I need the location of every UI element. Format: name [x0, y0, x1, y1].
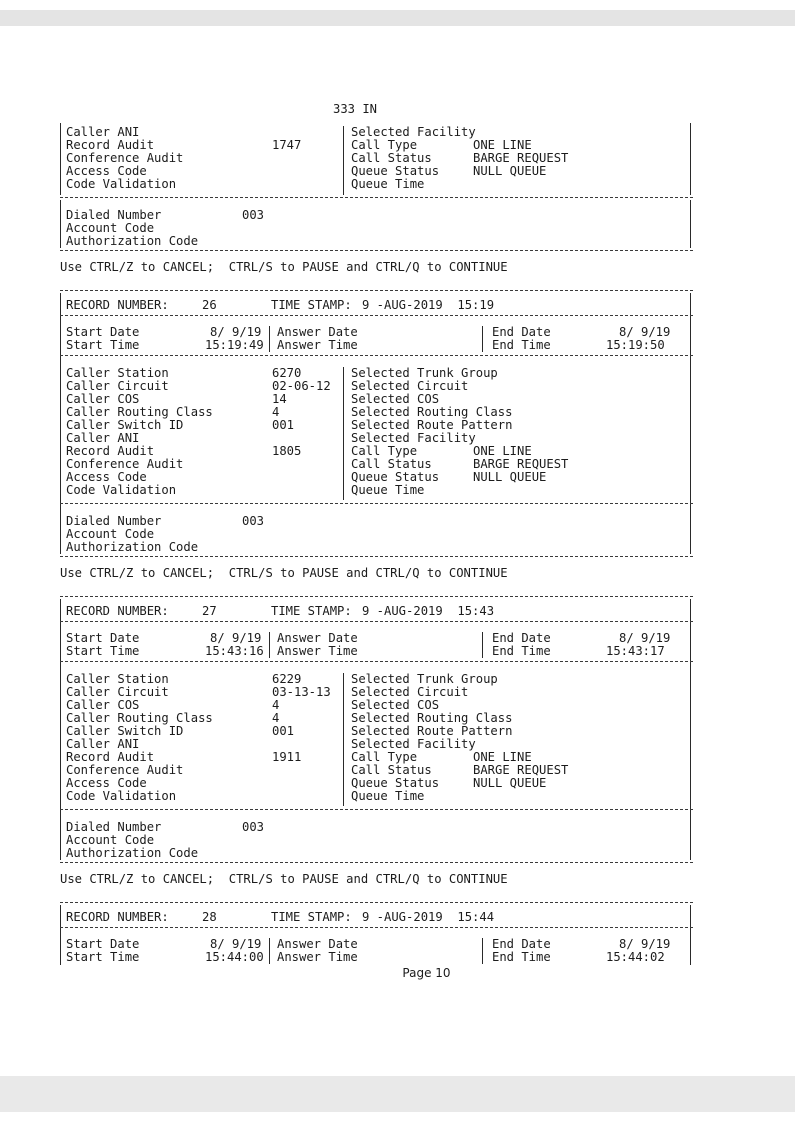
- field-value: 4: [272, 698, 280, 712]
- start-time: 15:43:16: [205, 644, 264, 658]
- field-label: Selected Routing Class: [351, 405, 513, 419]
- field-label: Selected COS: [351, 392, 440, 406]
- field-value: 02-06-12: [272, 379, 331, 393]
- scan-edge-top: [0, 10, 795, 26]
- answer-time-label: Answer Time: [277, 338, 358, 352]
- answer-time-label: Answer Time: [277, 950, 358, 964]
- time-stamp-label: TIME STAMP:: [271, 604, 352, 618]
- field-label: Caller Routing Class: [66, 711, 213, 725]
- field-value: 03-13-13: [272, 685, 331, 699]
- start-date-label: Start Date: [66, 937, 140, 951]
- field-label: Selected Facility: [351, 737, 476, 751]
- field-label: Selected COS: [351, 698, 440, 712]
- start-date: 8/ 9/19: [210, 937, 262, 951]
- end-date: 8/ 9/19: [619, 325, 671, 339]
- page-number: Page 10: [402, 966, 451, 980]
- field-label: Caller Switch ID: [66, 418, 184, 432]
- divider: [60, 596, 693, 597]
- field-label: Account Code: [66, 527, 155, 541]
- field-label: Queue Status: [351, 164, 440, 178]
- field-label: Selected Facility: [351, 431, 476, 445]
- record-number: 28: [202, 910, 217, 924]
- record-number-label: RECORD NUMBER:: [66, 298, 169, 312]
- divider: [60, 250, 693, 251]
- end-date-label: End Date: [492, 325, 551, 339]
- divider: [60, 862, 693, 863]
- start-time: 15:19:49: [205, 338, 264, 352]
- time-stamp-label: TIME STAMP:: [271, 298, 352, 312]
- field-value: 4: [272, 711, 280, 725]
- start-date-label: Start Date: [66, 631, 140, 645]
- field-label: Dialed Number: [66, 514, 162, 528]
- field-label: Call Type: [351, 444, 418, 458]
- field-value: BARGE REQUEST: [473, 457, 569, 471]
- divider: [60, 556, 693, 557]
- divider: [60, 902, 693, 903]
- divider: [60, 621, 693, 622]
- field-label: Caller ANI: [66, 431, 140, 445]
- field-value: ONE LINE: [473, 444, 532, 458]
- field-label: Authorization Code: [66, 234, 199, 248]
- field-label: Call Status: [351, 763, 432, 777]
- record-number: 27: [202, 604, 217, 618]
- field-label: Call Status: [351, 151, 432, 165]
- field-value: 1911: [272, 750, 302, 764]
- divider: [60, 809, 693, 810]
- end-time-label: End Time: [492, 644, 551, 658]
- field-label: Selected Route Pattern: [351, 724, 513, 738]
- field-label: Dialed Number: [66, 820, 162, 834]
- field-label: Access Code: [66, 776, 147, 790]
- start-time-label: Start Time: [66, 644, 140, 658]
- field-value: 14: [272, 392, 287, 406]
- end-date-label: End Date: [492, 937, 551, 951]
- time-stamp: 9 -AUG-2019 15:44: [362, 910, 495, 924]
- field-label: Dialed Number: [66, 208, 162, 222]
- field-label: Call Type: [351, 138, 418, 152]
- field-label: Selected Trunk Group: [351, 366, 498, 380]
- answer-date-label: Answer Date: [277, 937, 358, 951]
- field-value: NULL QUEUE: [473, 164, 547, 178]
- field-label: Account Code: [66, 833, 155, 847]
- answer-time-label: Answer Time: [277, 644, 358, 658]
- field-label: Conference Audit: [66, 763, 184, 777]
- cancel-instruction: Use CTRL/Z to CANCEL; CTRL/S to PAUSE and CTRL/Q to CONTINUE: [60, 260, 508, 274]
- start-date: 8/ 9/19: [210, 325, 262, 339]
- field-value: BARGE REQUEST: [473, 151, 569, 165]
- field-value: BARGE REQUEST: [473, 763, 569, 777]
- cancel-instruction: Use CTRL/Z to CANCEL; CTRL/S to PAUSE and CTRL/Q to CONTINUE: [60, 566, 508, 580]
- field-label: Conference Audit: [66, 151, 184, 165]
- field-value: 003: [242, 208, 265, 222]
- answer-date-label: Answer Date: [277, 631, 358, 645]
- end-time: 15:44:02: [606, 950, 665, 964]
- divider: [60, 197, 693, 198]
- divider: [60, 315, 693, 316]
- field-label: Queue Time: [351, 789, 425, 803]
- field-label: Selected Circuit: [351, 379, 469, 393]
- field-label: Caller Circuit: [66, 379, 169, 393]
- field-label: Record Audit: [66, 138, 155, 152]
- field-label: Code Validation: [66, 177, 177, 191]
- field-label: Caller Station: [66, 672, 169, 686]
- divider: [60, 503, 693, 504]
- field-label: Access Code: [66, 470, 147, 484]
- field-label: Authorization Code: [66, 540, 199, 554]
- end-time: 15:43:17: [606, 644, 665, 658]
- field-label: Caller Station: [66, 366, 169, 380]
- field-label: Caller COS: [66, 698, 140, 712]
- field-label: Conference Audit: [66, 457, 184, 471]
- field-value: 003: [242, 514, 265, 528]
- record-number-label: RECORD NUMBER:: [66, 604, 169, 618]
- start-time: 15:44:00: [205, 950, 264, 964]
- field-value: NULL QUEUE: [473, 470, 547, 484]
- start-date: 8/ 9/19: [210, 631, 262, 645]
- field-label: Caller ANI: [66, 125, 140, 139]
- record-number-label: RECORD NUMBER:: [66, 910, 169, 924]
- end-date: 8/ 9/19: [619, 631, 671, 645]
- start-date-label: Start Date: [66, 325, 140, 339]
- answer-date-label: Answer Date: [277, 325, 358, 339]
- field-label: Call Status: [351, 457, 432, 471]
- start-time-label: Start Time: [66, 950, 140, 964]
- end-time: 15:19:50: [606, 338, 665, 352]
- field-value: 4: [272, 405, 280, 419]
- field-label: Queue Time: [351, 483, 425, 497]
- field-label: Account Code: [66, 221, 155, 235]
- field-label: Queue Status: [351, 470, 440, 484]
- record-number: 26: [202, 298, 217, 312]
- field-label: Caller Routing Class: [66, 405, 213, 419]
- field-value: 001: [272, 724, 295, 738]
- end-time-label: End Time: [492, 950, 551, 964]
- divider: [60, 290, 693, 291]
- field-label: Access Code: [66, 164, 147, 178]
- field-value: 1805: [272, 444, 302, 458]
- time-stamp: 9 -AUG-2019 15:19: [362, 298, 495, 312]
- field-label: Caller ANI: [66, 737, 140, 751]
- field-label: Record Audit: [66, 750, 155, 764]
- field-label: Caller Switch ID: [66, 724, 184, 738]
- field-label: Selected Routing Class: [351, 711, 513, 725]
- divider: [60, 927, 693, 928]
- field-value: 6229: [272, 672, 302, 686]
- field-label: Selected Trunk Group: [351, 672, 498, 686]
- field-value: 001: [272, 418, 295, 432]
- cancel-instruction: Use CTRL/Z to CANCEL; CTRL/S to PAUSE and CTRL/Q to CONTINUE: [60, 872, 508, 886]
- field-label: Queue Status: [351, 776, 440, 790]
- field-label: Selected Circuit: [351, 685, 469, 699]
- field-label: Queue Time: [351, 177, 425, 191]
- divider: [60, 355, 693, 356]
- time-stamp: 9 -AUG-2019 15:43: [362, 604, 495, 618]
- field-label: Selected Route Pattern: [351, 418, 513, 432]
- field-value: ONE LINE: [473, 750, 532, 764]
- end-date-label: End Date: [492, 631, 551, 645]
- trunk-line-text: 333 IN: [333, 102, 378, 116]
- field-label: Caller Circuit: [66, 685, 169, 699]
- field-label: Caller COS: [66, 392, 140, 406]
- field-label: Selected Facility: [351, 125, 476, 139]
- field-value: 6270: [272, 366, 302, 380]
- end-date: 8/ 9/19: [619, 937, 671, 951]
- time-stamp-label: TIME STAMP:: [271, 910, 352, 924]
- field-value: ONE LINE: [473, 138, 532, 152]
- field-label: Record Audit: [66, 444, 155, 458]
- field-label: Authorization Code: [66, 846, 199, 860]
- field-value: 1747: [272, 138, 302, 152]
- field-value: NULL QUEUE: [473, 776, 547, 790]
- end-time-label: End Time: [492, 338, 551, 352]
- field-label: Call Type: [351, 750, 418, 764]
- divider: [60, 661, 693, 662]
- field-label: Code Validation: [66, 789, 177, 803]
- field-label: Code Validation: [66, 483, 177, 497]
- scan-edge-bottom: [0, 1076, 795, 1112]
- field-value: 003: [242, 820, 265, 834]
- start-time-label: Start Time: [66, 338, 140, 352]
